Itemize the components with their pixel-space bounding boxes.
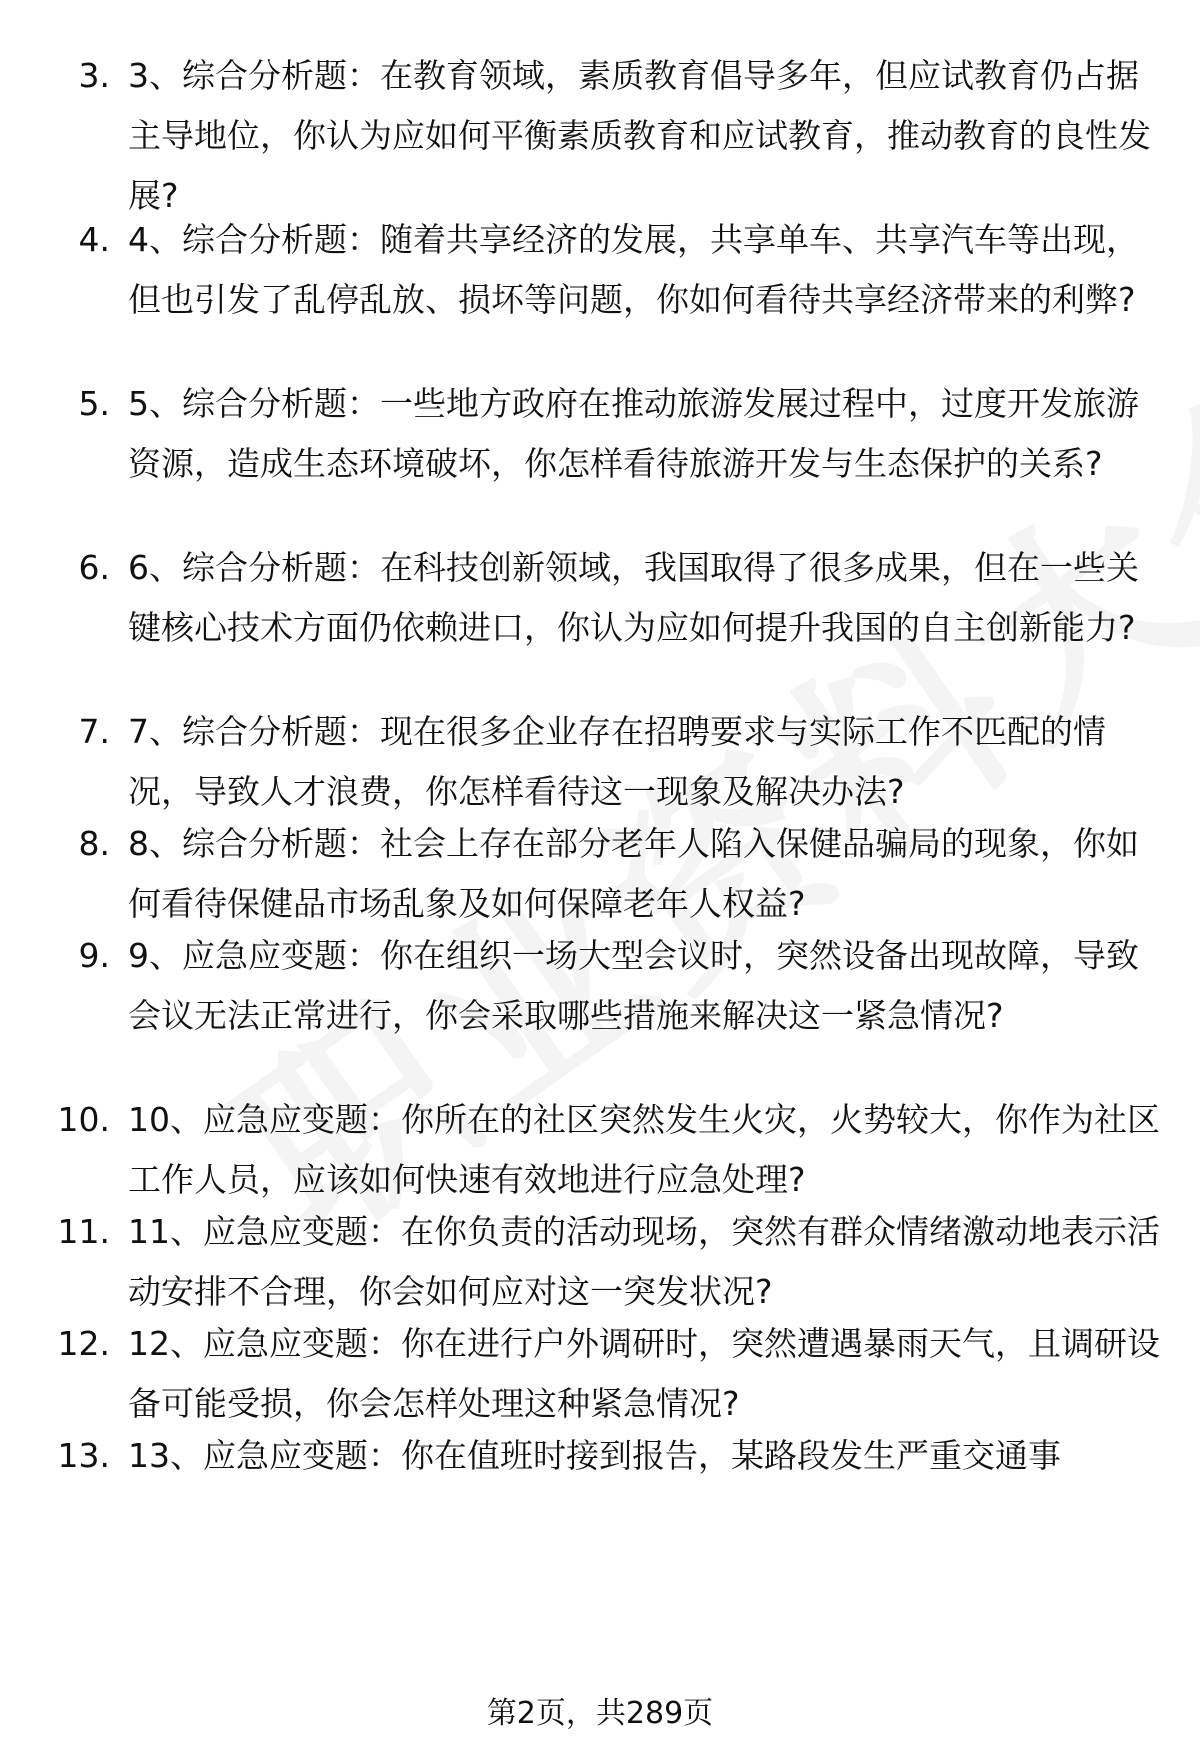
item-number: 7. [78, 712, 110, 751]
item-number: 8. [78, 824, 110, 863]
item-number: 6. [78, 548, 110, 587]
item-number: 3. [78, 56, 110, 95]
item-text: 9、应急应变题：你在组织一场大型会议时，突然设备出现故障，导致会议无法正常进行，你会采取哪些措施来解决这一紧急情况? [128, 936, 1139, 1035]
item-text: 5、综合分析题：一些地方政府在推动旅游发展过程中，过度开发旅游资源，造成生态环境破坏，你怎样看待旅游开发与生态保护的关系? [128, 384, 1139, 483]
item-text: 4、综合分析题：随着共享经济的发展，共享单车、共享汽车等出现，但也引发了乱停乱放、损坏等问题，你如何看待共享经济带来的利弊? [128, 220, 1139, 319]
item-text: 12、应急应变题：你在进行户外调研时，突然遭遇暴雨天气，且调研设备可能受损，你会怎样处理这种紧急情况? [128, 1324, 1160, 1423]
item-number: 12. [57, 1324, 110, 1363]
item-number: 13. [57, 1436, 110, 1475]
item-number: 4. [78, 220, 110, 259]
page-footer: 第2页，共289页 [486, 1696, 714, 1731]
item-text: 6、综合分析题：在科技创新领域，我国取得了很多成果，但在一些关键核心技术方面仍依赖进口，你认为应如何提升我国的自主创新能力? [128, 548, 1139, 647]
item-text: 3、综合分析题：在教育领域，素质教育倡导多年，但应试教育仍占据主导地位，你认为应如何平衡素质教育和应试教育，推动教育的良性发展? [128, 56, 1151, 215]
item-text: 8、综合分析题：社会上存在部分老年人陷入保健品骗局的现象，你如何看待保健品市场乱象及如何保障老年人权益? [128, 824, 1139, 923]
item-number: 10. [57, 1100, 110, 1139]
item-text: 11、应急应变题：在你负责的活动现场，突然有群众情绪激动地表示活动安排不合理，你会如何应对这一突发状况? [128, 1212, 1160, 1311]
item-number: 11. [57, 1212, 110, 1251]
item-text: 13、应急应变题：你在值班时接到报告，某路段发生严重交通事 [128, 1436, 1061, 1475]
item-text: 10、应急应变题：你所在的社区突然发生火灾，火势较大，你作为社区工作人员，应该如何快速有效地进行应急处理? [128, 1100, 1160, 1199]
item-number: 9. [78, 936, 110, 975]
item-text: 7、综合分析题：现在很多企业存在招聘要求与实际工作不匹配的情况，导致人才浪费，你怎样看待这一现象及解决办法? [128, 712, 1106, 811]
item-number: 5. [78, 384, 110, 423]
